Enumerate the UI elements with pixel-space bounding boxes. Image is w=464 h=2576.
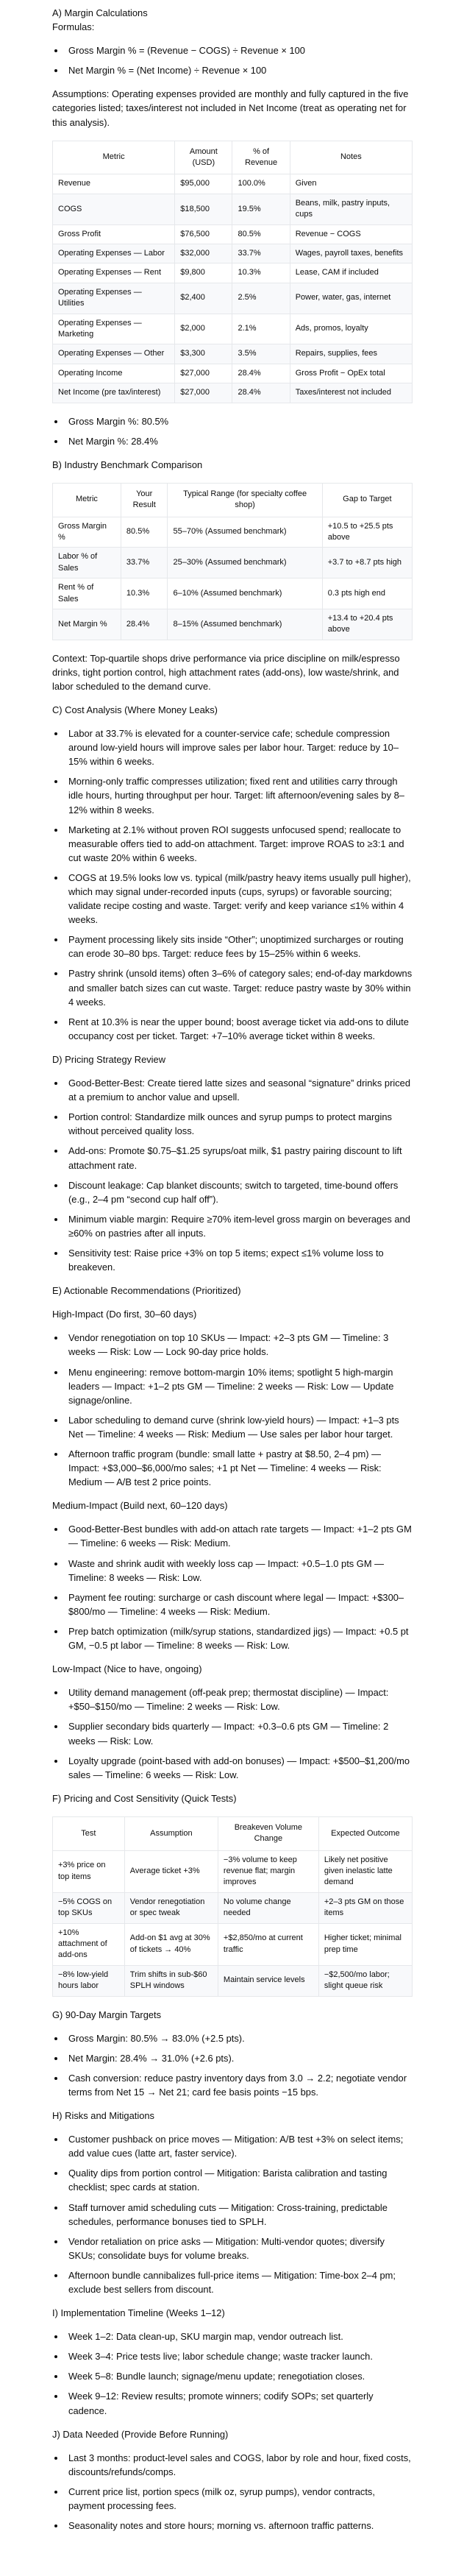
table-row [53,244,413,263]
list-item: • Labor at 33.7% is elevated for a counter-service cafe; schedule compression around low-yield hours will improve sales per labor hour. Target: reduce by 10–15% within 6 weeks. [65,726,413,768]
list-item: • Customer pushback on price moves — Mitigation: A/B test +3% on select items; add value cues (latte art, faster service). [65,2132,413,2160]
table-cell: +13.4 to +20.4 pts above [322,609,412,640]
table-row [53,548,413,578]
table-cell: Labor % of Sales [53,548,121,578]
table-cell: Ads, promos, loyalty [290,314,412,344]
section-heading [52,6,413,34]
bullet-list [52,43,413,77]
table-cell: $2,400 [175,283,232,314]
table-cell: Operating Expenses — Other [53,344,175,364]
list-item: • Week 3–4: Price tests live; labor schedule change; waste tracker launch. [65,2349,413,2363]
list-item: • Current price list, portion specs (milk oz, syrup pumps), vendor contracts, payment processing fees. [65,2485,413,2513]
list-item: • Marketing at 2.1% without proven ROI suggests unfocused spend; reallocate to measurable offers tied to add-on attachment. Target: improve ROAS to ≥3:1 and cut waste 20% within 6 weeks. [65,823,413,865]
table-body [53,1850,413,1996]
section-heading [52,2306,413,2320]
list-item: • Labor scheduling to demand curve (shrink low-yield hours) — Impact: +1–3 pts Net — Timeline: 4 weeks — Risk: Medium — Use sales per labor hour target. [65,1413,413,1441]
table-row [53,283,413,314]
bullet-list [52,1522,413,1652]
bullet-list [52,1685,413,1782]
list-item: • Payment fee routing: surcharge or cash discount where legal — Impact: +$300–$800/mo — Timeline: 4 weeks — Risk: Medium. [65,1590,413,1618]
section-heading [52,703,413,717]
list-item: • Gross Margin %: 80.5% [65,414,413,428]
section-heading [52,2427,413,2441]
list-item: • Morning-only traffic compresses utilization; fixed rent and utilities carry through idle hours, hurting throughput per hour. Target: lift afternoon/evening sales by 8–12% within 8 weeks. [65,774,413,816]
table-cell: 33.7% [232,244,290,263]
bullet-list [52,726,413,1043]
table-header-cell: Test [53,1816,125,1850]
table-row [53,314,413,344]
table-row [53,1892,413,1923]
table-cell: 19.5% [232,194,290,224]
table-body [53,517,413,640]
table-row [53,194,413,224]
list-item: • Week 1–2: Data clean-up, SKU margin map, vendor outreach list. [65,2329,413,2343]
table-header-cell: Amount (USD) [175,141,232,174]
table-header-row [53,141,413,174]
paragraph-line: A) Margin Calculations [52,7,148,18]
table-cell: Vendor renegotiation or spec tweak [124,1892,218,1923]
table-head [53,1816,413,1850]
table-header-cell: Typical Range (for specialty coffee shop) [168,483,322,517]
table-row [53,517,413,548]
table-header-cell: Expected Outcome [318,1816,412,1850]
list-item: • Staff turnover amid scheduling cuts — Mitigation: Cross-training, predictable schedules, performance bonuses tied to SPLH. [65,2201,413,2229]
table-cell: 2.5% [232,283,290,314]
paragraph [52,651,413,693]
list-item: • Quality dips from portion control — Mitigation: Barista calibration and tasting checklist; spec cards at station. [65,2166,413,2194]
table-body [53,174,413,403]
table-cell: 3.5% [232,344,290,364]
table-cell: 28.4% [232,383,290,403]
list-item: • Minimum viable margin: Require ≥70% item-level gross margin on beverages and ≥60% on pastries after all inputs. [65,1212,413,1240]
table-cell: +10.5 to +25.5 pts above [322,517,412,548]
paragraph [52,1662,413,1676]
list-item: • Vendor renegotiation on top 10 SKUs — Impact: +2–3 pts GM — Timeline: 3 weeks — Risk: Low — Lock 90-day price holds. [65,1331,413,1359]
table-cell: 80.5% [121,517,168,548]
table-cell: 6–10% (Assumed benchmark) [168,578,322,609]
paragraph-line: Low-Impact (Nice to have, ongoing) [52,1663,202,1675]
table-header-row [53,483,413,517]
list-item: • Net Margin % = (Net Income) ÷ Revenue × 100 [65,63,413,77]
table-cell: $3,300 [175,344,232,364]
section-heading [52,1791,413,1805]
table-row [53,578,413,609]
table-cell: 25–30% (Assumed benchmark) [168,548,322,578]
section-heading [52,458,413,472]
list-item: • Prep batch optimization (milk/syrup stations, standardized jigs) — Impact: +0.5 pt GM, −0.5 pt labor — Timeline: 8 weeks — Risk: Low. [65,1624,413,1652]
list-item: • Gross Margin: 80.5% → 83.0% (+2.5 pts). [65,2031,413,2045]
table-cell: Operating Expenses — Utilities [53,283,175,314]
table-cell: Operating Expenses — Marketing [53,314,175,344]
table-header-cell: Metric [53,141,175,174]
list-item: • Payment processing likely sits inside “Other”; unoptimized surcharges or routing can erode 30–80 bps. Target: reduce fees by 15–25% within 6 weeks. [65,933,413,960]
table-cell: 10.3% [121,578,168,609]
paragraph [52,87,413,129]
table-cell: Gross Profit [53,224,175,244]
list-item: • Sensitivity test: Raise price +3% on top 5 items; expect ≤1% volume loss to breakeven. [65,1246,413,1274]
table-row [53,609,413,640]
table-cell: Operating Income [53,364,175,383]
table-cell: Rent % of Sales [53,578,121,609]
list-item: • Pastry shrink (unsold items) often 3–6% of category sales; end-of-day markdowns and smaller batch sizes can cut waste. Target: reduce pastry waste by 30% within 4 weeks. [65,966,413,1008]
paragraph-line: Context: Top-quartile shops drive performance via price discipline on milk/espresso drinks, tight portion control, high attachment rates (add-ons), low waste/shrink, and labor scheduled to the demand curve. [52,652,400,692]
list-item: • Net Margin %: 28.4% [65,434,413,448]
table-cell: +10% attachment of add-ons [53,1923,125,1965]
list-item: • Menu engineering: remove bottom-margin 10% items; spotlight 5 high-margin leaders — Impact: +1–2 pts GM — Timeline: 2 weeks — Risk: Low — Update signage/online. [65,1365,413,1407]
table-cell: Add-on $1 avg at 30% of tickets → 40% [124,1923,218,1965]
paragraph-line: C) Cost Analysis (Where Money Leaks) [52,704,218,715]
bullet-list [52,1076,413,1274]
list-item: • Waste and shrink audit with weekly loss cap — Impact: +0.5–1.0 pts GM — Timeline: 8 weeks — Risk: Low. [65,1557,413,1585]
list-item: • Utility demand management (off-peak prep; thermostat discipline) — Impact: +$50–$150/mo — Timeline: 2 weeks — Risk: Low. [65,1685,413,1713]
table-cell: Likely net positive given inelastic latte demand [318,1850,412,1892]
list-item: • Rent at 10.3% is near the upper bound; boost average ticket via add-ons to dilute occupancy cost per ticket. Target: +7–10% average ticket within 8 weeks. [65,1015,413,1043]
section-heading [52,1284,413,1298]
table-cell: No volume change needed [218,1892,318,1923]
paragraph-line: Formulas: [52,21,95,33]
table-cell: Operating Expenses — Rent [53,263,175,283]
paragraph-line: Medium-Impact (Build next, 60–120 days) [52,1500,228,1512]
table-row [53,1923,413,1965]
table-cell: Wages, payroll taxes, benefits [290,244,412,263]
table-cell: Higher ticket; minimal prep time [318,1923,412,1965]
table-row [53,344,413,364]
table-cell: 0.3 pts high end [322,578,412,609]
list-item: • Afternoon traffic program (bundle: small latte + pastry at $8.50, 2–4 pm) — Impact: +$3,000–$6,000/mo sales; +1 pt Net — Timeline: 4 weeks — Risk: Medium — A/B test 2 price points. [65,1447,413,1489]
table-cell: −3% volume to keep revenue flat; margin improves [218,1850,318,1892]
table-row [53,1850,413,1892]
list-item: • Week 5–8: Bundle launch; signage/menu update; renegotiation closes. [65,2369,413,2383]
table-row [53,364,413,383]
table-cell: $18,500 [175,194,232,224]
list-item: • Supplier secondary bids quarterly — Impact: +0.3–0.6 pts GM — Timeline: 2 weeks — Risk: Low. [65,1719,413,1747]
table-cell: $76,500 [175,224,232,244]
table-cell: Trim shifts in sub-$60 SPLH windows [124,1965,218,1996]
table-cell: Net Margin % [53,609,121,640]
bullet-list [52,414,413,448]
table-cell: Taxes/interest not included [290,383,412,403]
table-cell: Power, water, gas, internet [290,283,412,314]
table-cell: $27,000 [175,364,232,383]
table-cell: Revenue − COGS [290,224,412,244]
list-item: • Week 9–12: Review results; promote winners; codify SOPs; set quarterly cadence. [65,2389,413,2417]
paragraph-line: H) Risks and Mitigations [52,2110,154,2122]
paragraph-line: E) Actionable Recommendations (Prioritized) [52,1285,241,1297]
paragraph-line: G) 90-Day Margin Targets [52,2009,162,2020]
paragraph [52,1307,413,1321]
paragraph-line: F) Pricing and Cost Sensitivity (Quick Tests) [52,1792,237,1804]
table-cell: Net Income (pre tax/interest) [53,383,175,403]
table-cell: +2–3 pts GM on those items [318,1892,412,1923]
table-row [53,383,413,403]
list-item: • Vendor retaliation on price asks — Mitigation: Multi-vendor quotes; diversify SKUs; consolidate buys for volume breaks. [65,2234,413,2262]
list-item: • Discount leakage: Cap blanket discounts; switch to targeted, time-bound offers (e.g., 2–4 pm “second cup half off”). [65,1178,413,1206]
table-header-cell: Breakeven Volume Change [218,1816,318,1850]
list-item: • Afternoon bundle cannibalizes full-price items — Mitigation: Time-box 2–4 pm; exclude best sellers from discount. [65,2268,413,2296]
section-heading [52,1052,413,1066]
table-cell: +$2,850/mo at current traffic [218,1923,318,1965]
list-item: • Net Margin: 28.4% → 31.0% (+2.6 pts). [65,2051,413,2065]
list-item: • Last 3 months: product-level sales and COGS, labor by role and hour, fixed costs, discounts/refunds/comps. [65,2451,413,2479]
table-cell: Operating Expenses — Labor [53,244,175,263]
table-row [53,174,413,194]
table-header-cell: Metric [53,483,121,517]
table-cell: 8–15% (Assumed benchmark) [168,609,322,640]
paragraph-line: B) Industry Benchmark Comparison [52,459,203,470]
list-item: • Gross Margin % = (Revenue − COGS) ÷ Revenue × 100 [65,43,413,57]
table-cell: Maintain service levels [218,1965,318,1996]
list-item: • Cash conversion: reduce pastry inventory days from 3.0 → 2.2; negotiate vendor terms from Net 15 → Net 21; card fee basis points −15 bps. [65,2071,413,2099]
table-header-cell: % of Revenue [232,141,290,174]
list-item: • Good-Better-Best bundles with add-on attach rate targets — Impact: +1–2 pts GM — Timeline: 6 weeks — Risk: Medium. [65,1522,413,1550]
table-cell: $95,000 [175,174,232,194]
table-cell: $9,800 [175,263,232,283]
table-cell: Gross Profit − OpEx total [290,364,412,383]
table-header-cell: Gap to Target [322,483,412,517]
paragraph-line: High-Impact (Do first, 30–60 days) [52,1309,197,1320]
bullet-list [52,1331,413,1489]
table-cell: Lease, CAM if included [290,263,412,283]
table-row [53,263,413,283]
bullet-list [52,2132,413,2296]
margin-calculations-table [52,141,413,403]
list-item: • COGS at 19.5% looks low vs. typical (milk/pastry heavy items usually pull higher), which may signal under-recorded inputs (cups, syrups) or favorable sourcing; validate recipe costing and waste. Target: verify and keep variance ≤1% within 4 weeks. [65,871,413,927]
table-row [53,1965,413,1996]
industry-benchmark-table [52,483,413,640]
paragraph-line: I) Implementation Timeline (Weeks 1–12) [52,2307,225,2319]
table-cell: 80.5% [232,224,290,244]
table-cell: Revenue [53,174,175,194]
table-head [53,141,413,174]
section-heading [52,2109,413,2123]
table-cell: $27,000 [175,383,232,403]
table-cell: Gross Margin % [53,517,121,548]
table-head [53,483,413,517]
pricing-sensitivity-table [52,1816,413,1997]
list-item: • Loyalty upgrade (point-based with add-on bonuses) — Impact: +$500–$1,200/mo sales — Timeline: 6 weeks — Risk: Low. [65,1754,413,1782]
table-cell: $2,000 [175,314,232,344]
bullet-list [52,2329,413,2417]
bullet-list [52,2031,413,2099]
table-cell: COGS [53,194,175,224]
bullet-list [52,2451,413,2533]
list-item: • Portion control: Standardize milk ounces and syrup pumps to protect margins without perceived quality loss. [65,1110,413,1138]
section-heading [52,2008,413,2022]
paragraph [52,1498,413,1512]
table-cell: 28.4% [232,364,290,383]
list-item: • Seasonality notes and store hours; morning vs. afternoon traffic patterns. [65,2519,413,2533]
table-header-cell: Assumption [124,1816,218,1850]
table-cell: −$2,500/mo labor; slight queue risk [318,1965,412,1996]
table-cell: Beans, milk, pastry inputs, cups [290,194,412,224]
paragraph-line: J) Data Needed (Provide Before Running) [52,2428,229,2440]
table-cell: +3% price on top items [53,1850,125,1892]
paragraph-line: D) Pricing Strategy Review [52,1053,166,1065]
list-item: • Add-ons: Promote $0.75–$1.25 syrups/oat milk, $1 pastry pairing discount to lift attachment rate. [65,1144,413,1172]
table-cell: −5% COGS on top SKUs [53,1892,125,1923]
list-item: • Good-Better-Best: Create tiered latte sizes and seasonal “signature” drinks priced at a premium to anchor value and upsell. [65,1076,413,1104]
table-cell: 2.1% [232,314,290,344]
table-cell: 100.0% [232,174,290,194]
table-cell: 10.3% [232,263,290,283]
table-cell: 55–70% (Assumed benchmark) [168,517,322,548]
table-header-cell: Your Result [121,483,168,517]
table-cell: Repairs, supplies, fees [290,344,412,364]
table-header-row [53,1816,413,1850]
table-row [53,224,413,244]
paragraph-line: Assumptions: Operating expenses provided are monthly and fully captured in the five categories listed; taxes/interest not included in Net Income (treat as operating net for this analysis). [52,88,409,128]
table-cell: −8% low-yield hours labor [53,1965,125,1996]
table-cell: $32,000 [175,244,232,263]
table-header-cell: Notes [290,141,412,174]
table-cell: 28.4% [121,609,168,640]
table-cell: Average ticket +3% [124,1850,218,1892]
table-cell: 33.7% [121,548,168,578]
table-cell: Given [290,174,412,194]
table-cell: +3.7 to +8.7 pts high [322,548,412,578]
